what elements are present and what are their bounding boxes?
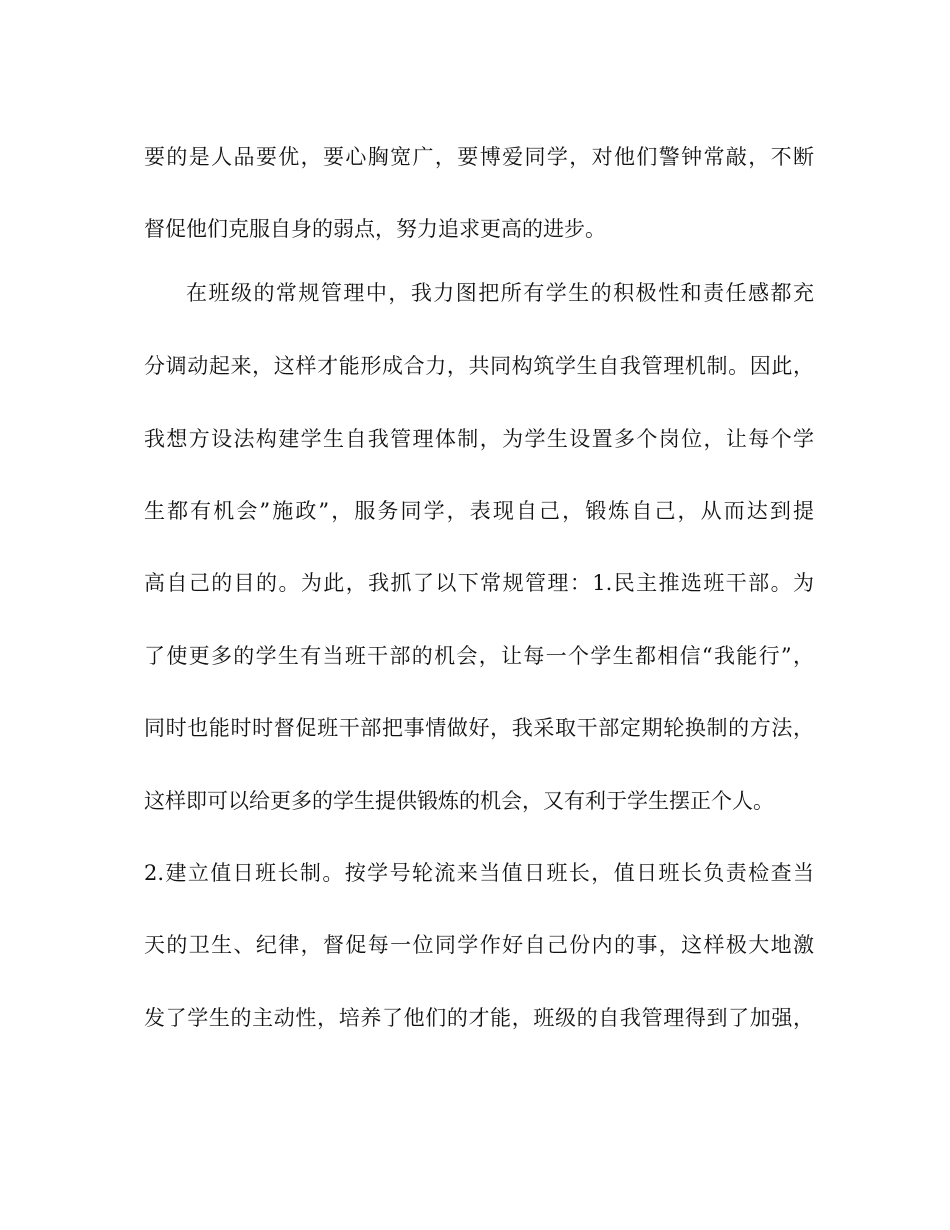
paragraph-first-line: 在班级的常规管理中，我力图把所有学生的积极性和责任感都充 <box>186 281 814 305</box>
text-line: 生都有机会”施政”，服务同学，表现自己，锻炼自己，从而达到提 <box>144 499 814 523</box>
text-line: 发了学生的主动性，培养了他们的才能，班级的自我管理得到了加强， <box>144 1006 814 1030</box>
text-line: 我想方设法构建学生自我管理体制，为学生设置多个岗位，让每个学 <box>144 427 814 451</box>
text-line: 要的是人品要优，要心胸宽广，要博爱同学，对他们警钟常敲，不断 <box>144 145 814 169</box>
text-line: 督促他们克服自身的弱点，努力追求更高的进步。 <box>144 217 606 241</box>
text-line: 高自己的目的。为此，我抓了以下常规管理：1.民主推选班干部。为 <box>144 571 814 595</box>
text-line: 天的卫生、纪律，督促每一位同学作好自己份内的事，这样极大地激 <box>144 933 814 957</box>
text-line: 2.建立值日班长制。按学号轮流来当值日班长，值日班长负责检查当 <box>144 861 814 885</box>
text-line: 了使更多的学生有当班干部的机会，让每一个学生都相信“我能行”， <box>144 644 814 668</box>
text-line: 分调动起来，这样才能形成合力，共同构筑学生自我管理机制。因此， <box>144 354 814 378</box>
text-line: 这样即可以给更多的学生提供锻炼的机会，又有利于学生摆正个人。 <box>144 789 774 813</box>
text-line: 同时也能时时督促班干部把事情做好，我采取干部定期轮换制的方法， <box>144 716 814 740</box>
